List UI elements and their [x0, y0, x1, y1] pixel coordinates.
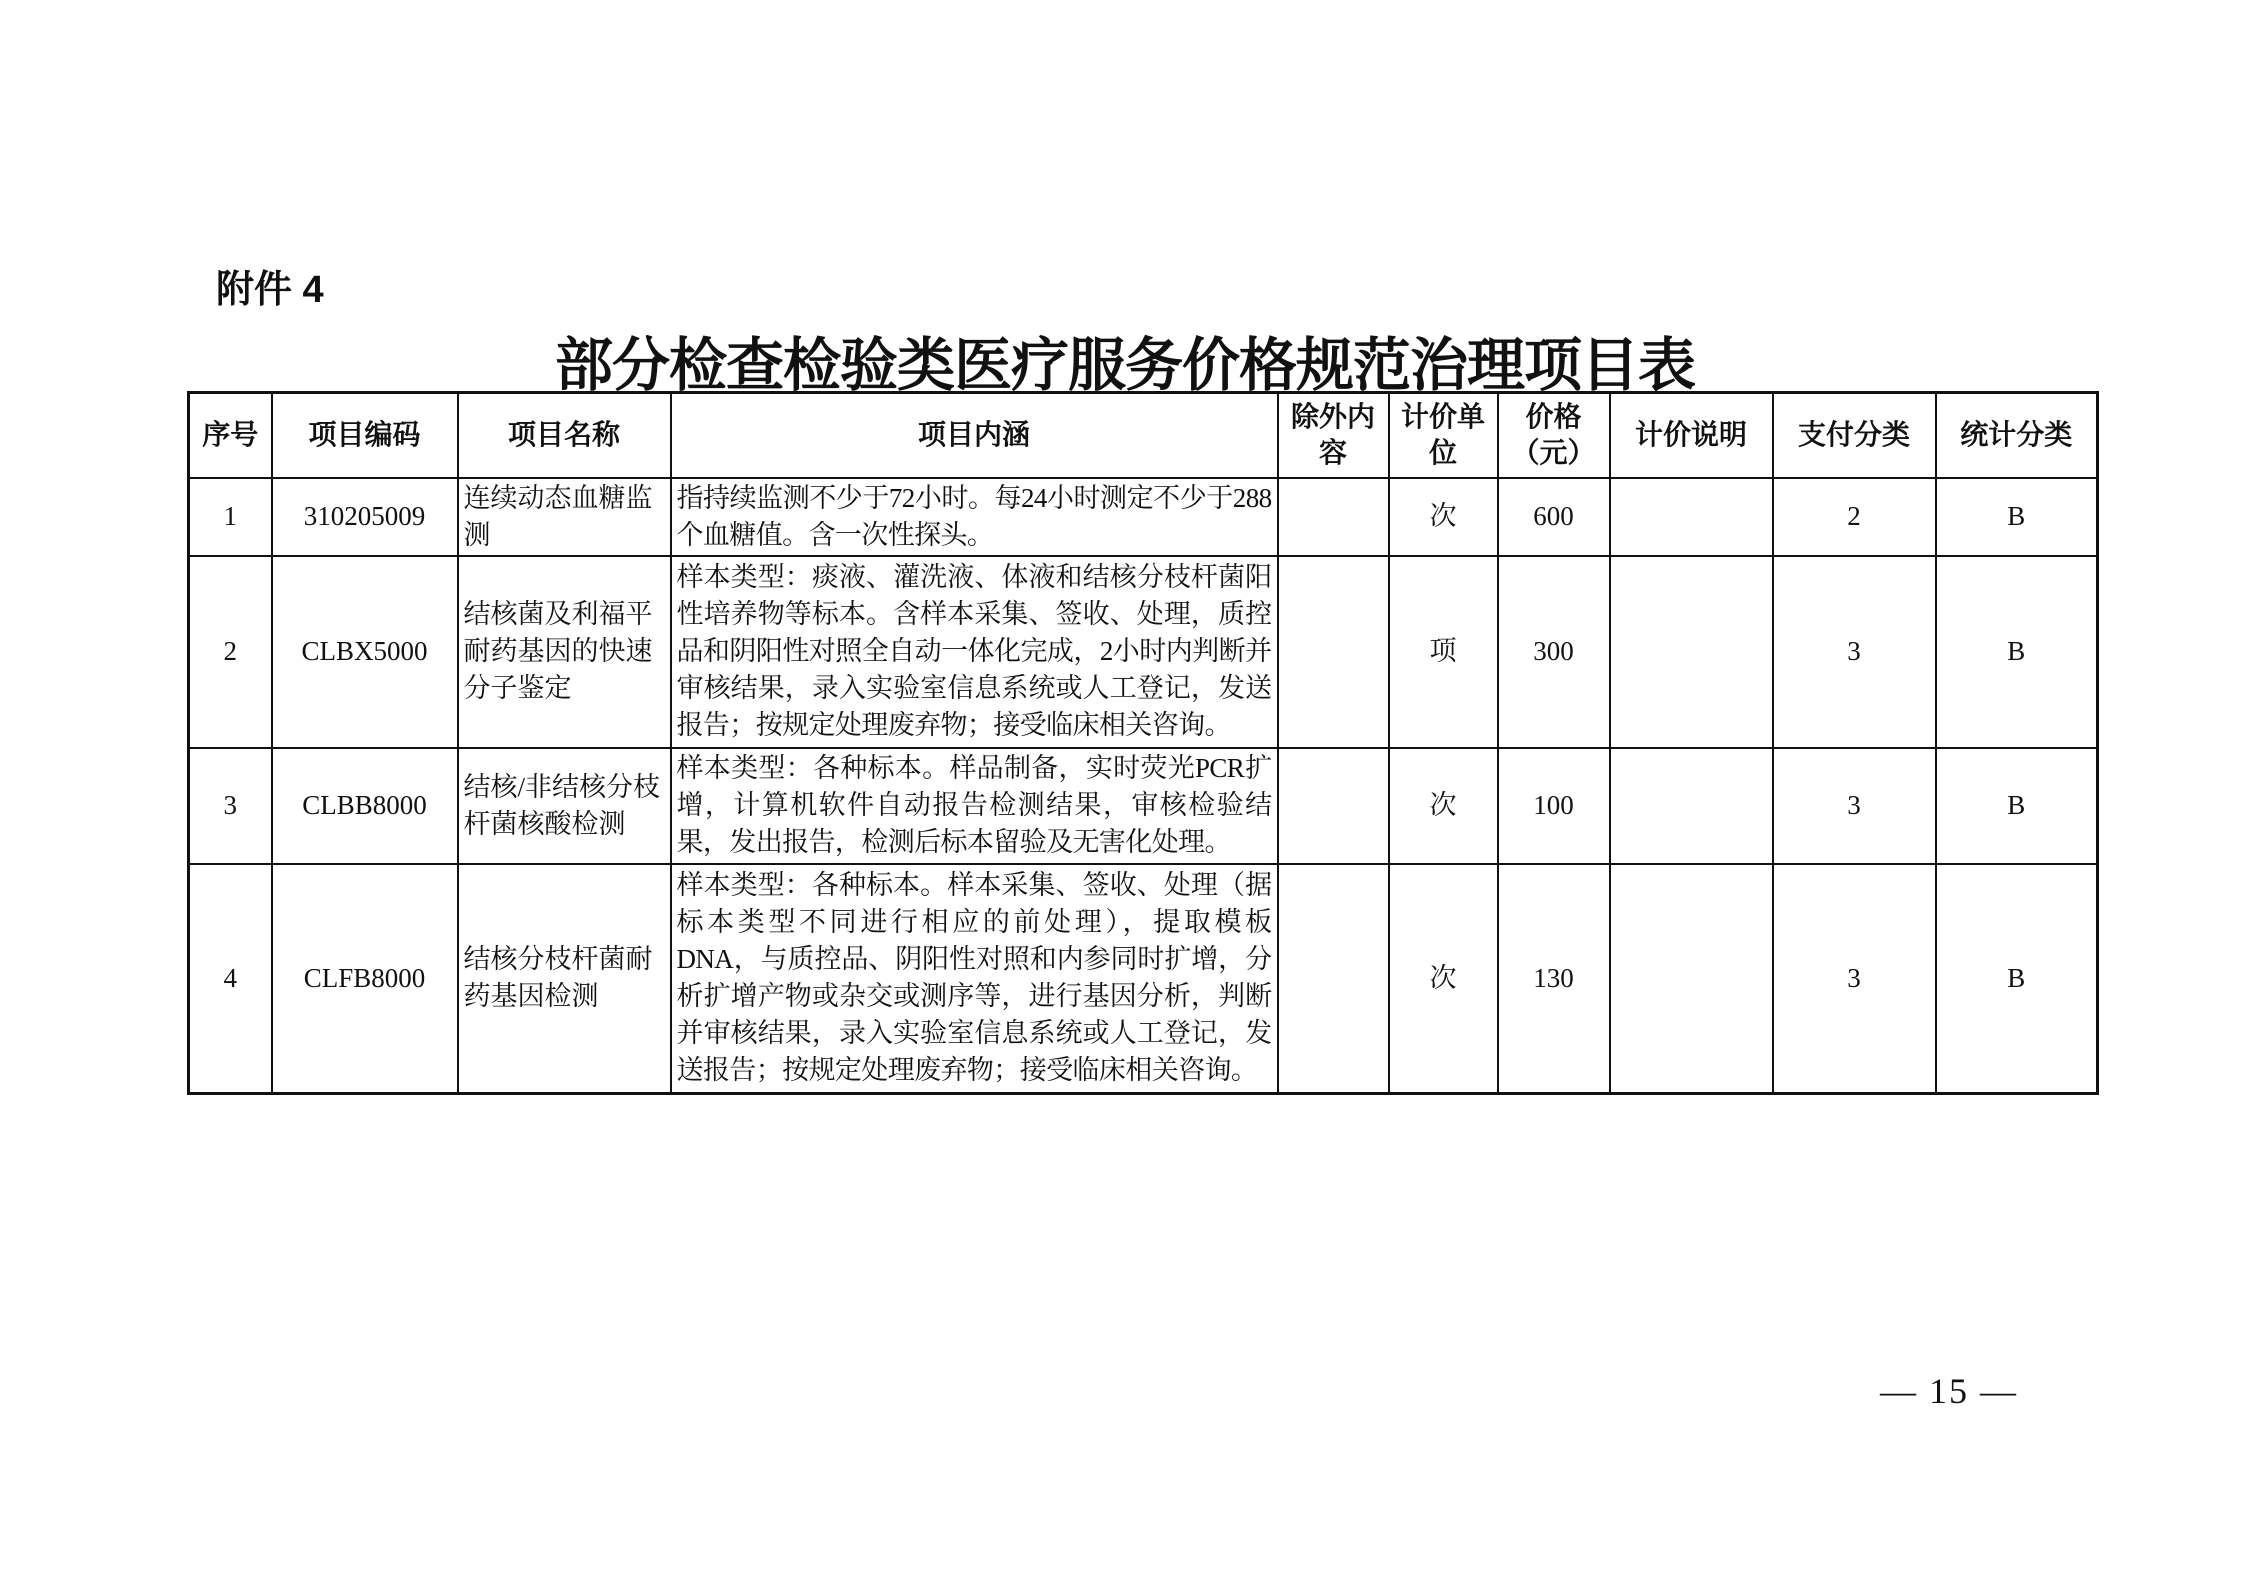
cell-content: 指持续监测不少于72小时。每24小时测定不少于288个血糖值。含一次性探头。: [671, 478, 1278, 556]
cell-name: 结核菌及利福平耐药基因的快速分子鉴定: [458, 556, 671, 748]
cell-no: 4: [189, 864, 272, 1094]
cell-code: 310205009: [272, 478, 458, 556]
header-unit: 计价单位: [1389, 393, 1498, 478]
cell-payment-class: 3: [1773, 864, 1936, 1094]
cell-name: 结核分枝杆菌耐药基因检测: [458, 864, 671, 1094]
cell-content: 样本类型：各种标本。样本采集、签收、处理（据标本类型不同进行相应的前处理），提取模板DNA，与质控品、阴阳性对照和内参同时扩增，分析扩增产物或杂交或测序等，进行基因分析，判断并审核结果，录入实验室信息系统或人工登记，发送报告；按规定处理废弃物；接受临床相关咨询。: [671, 864, 1278, 1094]
cell-payment-class: 2: [1773, 478, 1936, 556]
cell-unit: 次: [1389, 748, 1498, 864]
header-no: 序号: [189, 393, 272, 478]
cell-stat-class: B: [1936, 864, 2098, 1094]
table-row: [189, 864, 2098, 1094]
cell-price: 130: [1498, 864, 1610, 1094]
cell-name: 结核/非结核分枝杆菌核酸检测: [458, 748, 671, 864]
cell-pricing-note: [1610, 864, 1773, 1094]
cell-pricing-note: [1610, 556, 1773, 748]
header-content: 项目内涵: [671, 393, 1278, 478]
cell-exclusion: [1278, 748, 1389, 864]
page-number: — 15 —: [1880, 1371, 2018, 1411]
cell-pricing-note: [1610, 748, 1773, 864]
cell-content: 样本类型：痰液、灌洗液、体液和结核分枝杆菌阳性培养物等标本。含样本采集、签收、处理，质控品和阴阳性对照全自动一体化完成，2小时内判断并审核结果，录入实验室信息系统或人工登记，发送报告；按规定处理废弃物；接受临床相关咨询。: [671, 556, 1278, 748]
header-payment-class: 支付分类: [1773, 393, 1936, 478]
table-header-row: [189, 393, 2098, 478]
cell-content: 样本类型：各种标本。样品制备，实时荧光PCR扩增，计算机软件自动报告检测结果，审核检验结果，发出报告，检测后标本留验及无害化处理。: [671, 748, 1278, 864]
cell-stat-class: B: [1936, 478, 2098, 556]
table-row: [189, 556, 2098, 748]
cell-code: CLBB8000: [272, 748, 458, 864]
table-row: [189, 478, 2098, 556]
attachment-label: 附件 4: [216, 269, 324, 311]
cell-stat-class: B: [1936, 556, 2098, 748]
cell-payment-class: 3: [1773, 748, 1936, 864]
header-code: 项目编码: [272, 393, 458, 478]
document-title: 部分检查检验类医疗服务价格规范治理项目表: [554, 333, 1695, 398]
cell-name: 连续动态血糖监测: [458, 478, 671, 556]
cell-stat-class: B: [1936, 748, 2098, 864]
cell-exclusion: [1278, 478, 1389, 556]
header-name: 项目名称: [458, 393, 671, 478]
header-pricing-note: 计价说明: [1610, 393, 1773, 478]
header-stat-class: 统计分类: [1936, 393, 2098, 478]
cell-unit: 次: [1389, 478, 1498, 556]
cell-code: CLBX5000: [272, 556, 458, 748]
table-row: [189, 748, 2098, 864]
cell-price: 100: [1498, 748, 1610, 864]
cell-no: 3: [189, 748, 272, 864]
cell-price: 300: [1498, 556, 1610, 748]
cell-no: 1: [189, 478, 272, 556]
cell-payment-class: 3: [1773, 556, 1936, 748]
cell-exclusion: [1278, 556, 1389, 748]
cell-exclusion: [1278, 864, 1389, 1094]
cell-code: CLFB8000: [272, 864, 458, 1094]
cell-pricing-note: [1610, 478, 1773, 556]
header-price: 价格（元）: [1498, 393, 1610, 478]
cell-price: 600: [1498, 478, 1610, 556]
price-items-table: [187, 391, 2099, 1095]
cell-unit: 次: [1389, 864, 1498, 1094]
header-exclusion: 除外内容: [1278, 393, 1389, 478]
cell-unit: 项: [1389, 556, 1498, 748]
cell-no: 2: [189, 556, 272, 748]
